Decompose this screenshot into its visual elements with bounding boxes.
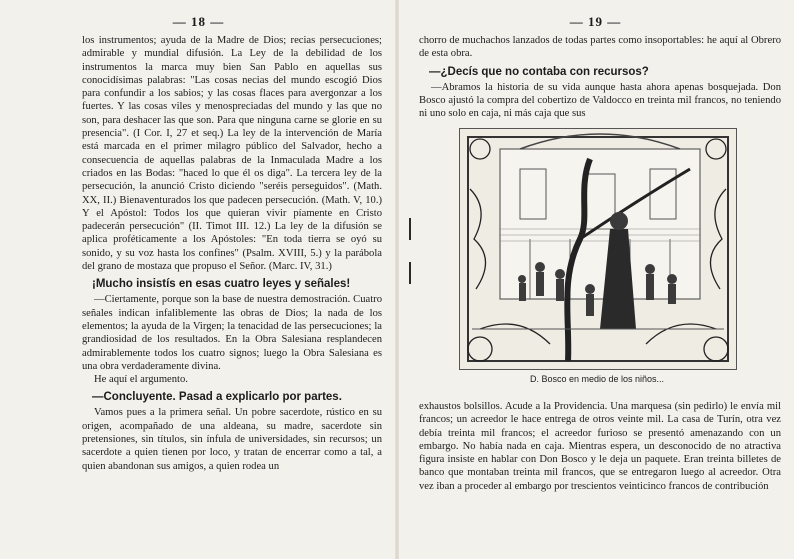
illustration-image	[460, 129, 736, 369]
left-page-text	[82, 34, 382, 473]
right-paragraph-2: —Abramos la historia de su vida aunque hasta ahora apenas bosquejada. Don Bosco ajustó la compra del cobertizo de Valdocco en treinta mil francos, no teniendo ni uno solo en caja, ni más caja que sus	[419, 81, 781, 120]
left-heading-1: ¡Mucho insistís en esas cuatro leyes y señales!	[92, 278, 351, 291]
left-heading-2: —Concluyente. Pasad a explicarlo por partes.	[92, 391, 342, 404]
right-paragraph-1: chorro de muchachos lanzados de todas partes como insoportables: he aquí al Obrero de esta obra.	[419, 35, 781, 60]
right-page	[397, 0, 794, 559]
illustration-don-bosco	[459, 128, 737, 370]
left-paragraph-4: Vamos pues a la primera señal. Un pobre sacerdote, rústico en su origen, acompañado de una aldeana, su madre, sacerdote sin pretensiones, sin títulos, sin ínfula de universidades, sin recursos; un sacerdote a quien tienen por loco, y tratan de encerrar como a tal, a quien abandonan sus amigos, a quien rodea un	[82, 407, 382, 472]
right-heading-1: —¿Decís que no contaba con recursos?	[429, 65, 649, 78]
page-number-right: — 19 —	[569, 14, 622, 29]
right-page-text-bottom	[419, 400, 781, 493]
right-paragraph-3: exhaustos bolsillos. Acude a la Providencia. Una marquesa (sin pedirlo) le envía mil francos; un acreedor le hace entrega de otros veinte mil. La casa de Turín, otra vez debía treinta mil francos; el acreedor furioso se presentó amenazando con un embargo. No había nada en caja. Mientras espera, un desconocido de no atractiva figura insiste en hablar con Don Bosco y le deja un paquete. Eran treinta billetes de banco que montaban treinta mil francos, que se entregaron luego al acreedor. Otra vez iban a proceder al embargo por trescientos veinticinco francos de contribución	[419, 401, 781, 492]
illustration-caption: D. Bosco en medio de los niños...	[529, 374, 665, 384]
right-page-text-top	[419, 34, 781, 120]
left-paragraph-1: los instrumentos; ayuda de la Madre de Dios; recias persecuciones; admirable y mundial difusión. La Ley de la debilidad de los instrumentos la marca muy bien San Pablo en aquellas sus conocidísimas palabras: "Las cosas necias del mundo escogió Dios para confundir a los sabios; y las cosas flaces para avergonzar a los fuertes. Y las cosas viles y menospreciadas del mundo y las que no son, para deshacer las que son. Para que ninguna carne se glorie en su presencia". (I Cor. I, 27 et seq.) La ley de la intervención de María está marcada en el primer milagro público del Salvador, hecho a consecuencia de aquellas palabras de la Inmaculada Madre a los criados en las Bodas: "haced lo que él os diga". La tercera ley de la persecución, la anunció Cristo diciendo "seréis perseguidos". (Math. XX, II.) Bienaventurados los que padecen persecución. (Math. V, 10.) Y el Apóstol: Todos los que quieran vivir píamente en Cristo padecerán persecución" (II. Timot III. 12.) La ley de la difusión se aplica proféticamente a los Apóstoles: "En toda tierra se oyó su sonido, y su voz hasta los confines" (Psalm. XVIII, 5.) y la parábola del grano de mostaza que propuso el Señor. (Marc. IV, 31.)	[82, 35, 382, 273]
left-paragraph-2: —Ciertamente, porque son la base de nuestra demostración. Cuatro señales indican infaliblemente las obras de Dios; la nada de los elementos; la ayuda de la Virgen; la tenacidad de las persecuciones; la grandiosidad de los resultados. En la Obra Salesiana resplandecen admirablemente todos los cuatro signos; luego la Obra Salesiana es una obra verdaderamente divina.	[82, 294, 382, 372]
left-paragraph-3: He aquí el argumento.	[94, 374, 188, 386]
page-number-left: — 18 —	[172, 14, 225, 29]
